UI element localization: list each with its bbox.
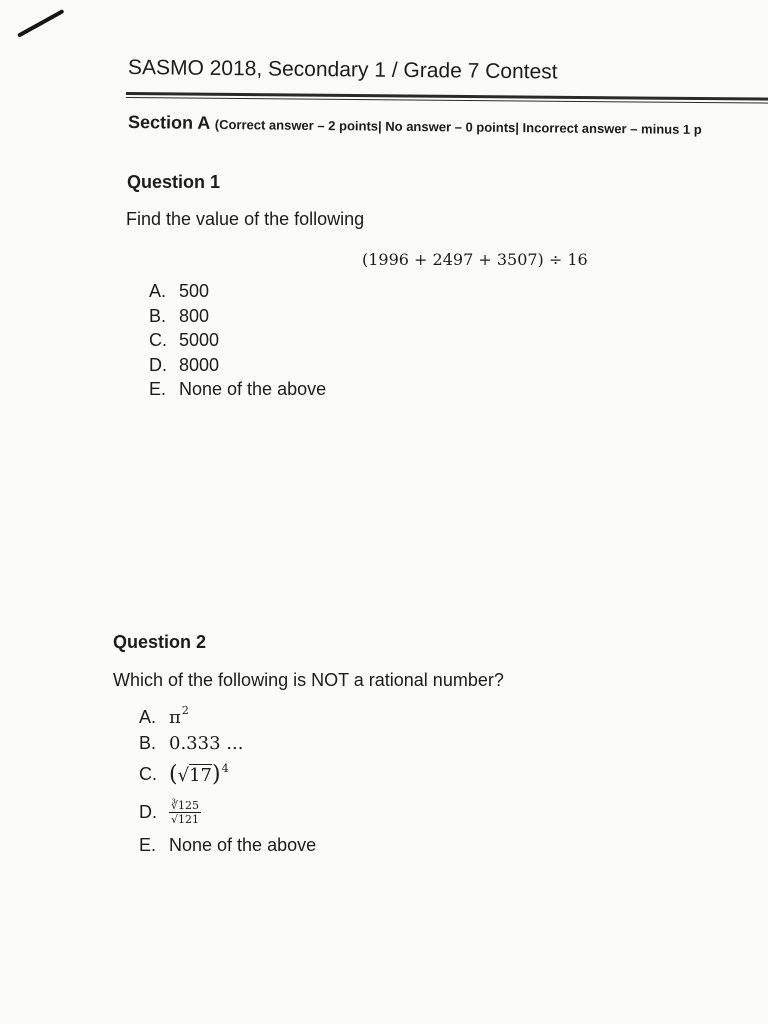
option-letter: D. bbox=[149, 354, 167, 375]
pi-symbol: π bbox=[169, 706, 181, 728]
option-text: 5000 bbox=[179, 330, 220, 350]
option-letter: C. bbox=[139, 763, 157, 784]
header-rule bbox=[126, 92, 768, 104]
option-letter: A. bbox=[149, 281, 167, 301]
question-1-expression: (1996 + 2497 + 3507) ÷ 16 bbox=[362, 250, 588, 269]
question-2-title: Question 2 bbox=[113, 632, 207, 652]
option-letter: D. bbox=[139, 801, 157, 822]
option-a bbox=[139, 704, 316, 730]
option-e bbox=[139, 832, 316, 858]
question-1-text: Find the value of the following bbox=[126, 209, 365, 229]
option-text: 0.333 ... bbox=[169, 732, 244, 754]
option-e bbox=[149, 377, 326, 402]
option-letter: A. bbox=[139, 706, 157, 727]
option-letter: B. bbox=[139, 732, 157, 753]
option-c bbox=[149, 328, 326, 353]
exponent: 4 bbox=[221, 761, 229, 775]
option-b bbox=[149, 304, 326, 329]
question-1-title: Question 1 bbox=[127, 172, 221, 192]
option-math bbox=[169, 762, 229, 787]
pen-mark bbox=[17, 9, 64, 38]
option-letter: E. bbox=[149, 379, 167, 399]
fraction bbox=[169, 799, 201, 826]
section-name: Section A bbox=[127, 112, 211, 133]
exponent: 2 bbox=[181, 703, 189, 717]
option-letter: B. bbox=[149, 305, 167, 326]
close-paren: ) bbox=[211, 761, 221, 787]
question-2-text: Which of the following is NOT a rational number? bbox=[113, 670, 504, 690]
option-math bbox=[169, 703, 189, 728]
radicand: 17 bbox=[189, 764, 212, 786]
page-title: SASMO 2018, Secondary 1 / Grade 7 Contest bbox=[127, 56, 558, 84]
denominator: √121 bbox=[171, 812, 200, 826]
option-a bbox=[149, 279, 326, 304]
option-b bbox=[139, 730, 316, 756]
section-scoring-rules: (Correct answer – 2 points| No answer – 0 points| Incorrect answer – minus 1 p bbox=[214, 116, 702, 138]
option-letter: C. bbox=[149, 330, 167, 350]
option-d bbox=[149, 353, 326, 378]
option-text: None of the above bbox=[169, 834, 317, 855]
option-text: 800 bbox=[179, 305, 210, 326]
radical-sign: √ bbox=[177, 764, 190, 786]
open-paren: ( bbox=[169, 761, 178, 787]
question-2-options bbox=[139, 704, 316, 858]
section-heading bbox=[128, 112, 702, 139]
option-text: 500 bbox=[179, 281, 210, 301]
option-letter: E. bbox=[139, 834, 157, 855]
option-text: 8000 bbox=[179, 354, 220, 375]
question-1-options bbox=[149, 279, 326, 402]
option-c bbox=[139, 756, 316, 792]
option-d bbox=[139, 792, 316, 832]
numerator: ∛125 bbox=[171, 798, 200, 812]
option-text: None of the above bbox=[179, 379, 327, 399]
